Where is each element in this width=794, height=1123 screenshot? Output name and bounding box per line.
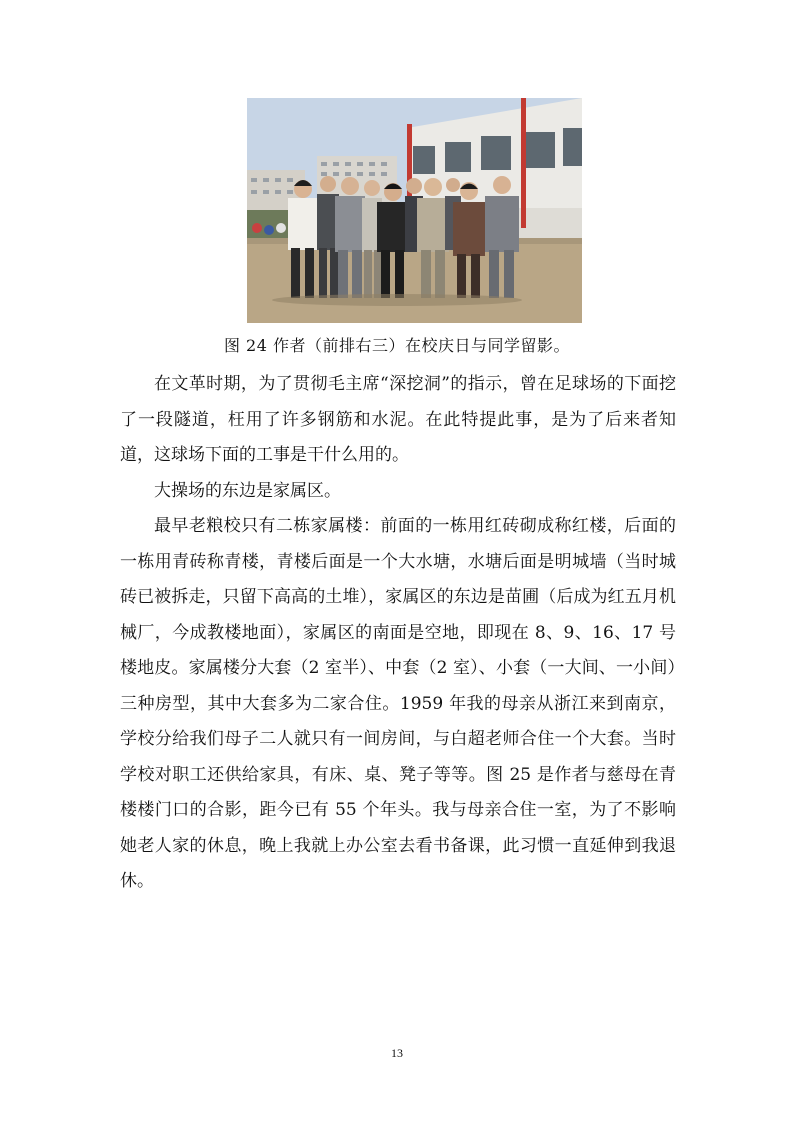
figure-caption: 图 24 作者（前排右三）在校庆日与同学留影。 [223, 336, 571, 355]
paragraph: 大操场的东边是家属区。 [154, 480, 341, 501]
paragraph: 在文革时期，为了贯彻毛主席“深挖洞”的指示，曾在足球场的下面挖了一段隧道，枉用了许多钢筋和水泥。在此特提此事，是为了后来者知道，这球场下面的工事是干什么用的。 [120, 374, 676, 465]
paragraph: 最早老粮校只有二栋家属楼：前面的一栋用红砖砌成称红楼，后面的一栋用青砖称青楼，青楼后面是一个大水塘，水塘后面是明城墙（当时城砖已被拆走，只留下高高的土堆），家属区的东边是苗圃（后成为红五月机械厂，今成教楼地面），家属区的南面是空地，即现在 8、9、16、17 号楼地皮。家属楼分大套（2 室半）、中套（2 室）、小套（一大间、一小间）三种房型，其中大套多为二家合住。1959 年我的母亲从浙江来到南京，学校分给我们母子二人就只有一间房间，与白超老师合住一个大套。当时学校对职工还供给家具，有床、桌、凳子等等。图 25 是作者与慈母在青楼楼门口的合影，距今已有 55 个年头。我与母亲合住一室，为了不影响她老人家的休息，晚上我就上办公室去看书备课，此习惯一直延伸到我退休。 [120, 516, 676, 891]
page-number: 13 [391, 1046, 403, 1060]
body-text [120, 367, 676, 900]
group-photo [247, 98, 582, 323]
